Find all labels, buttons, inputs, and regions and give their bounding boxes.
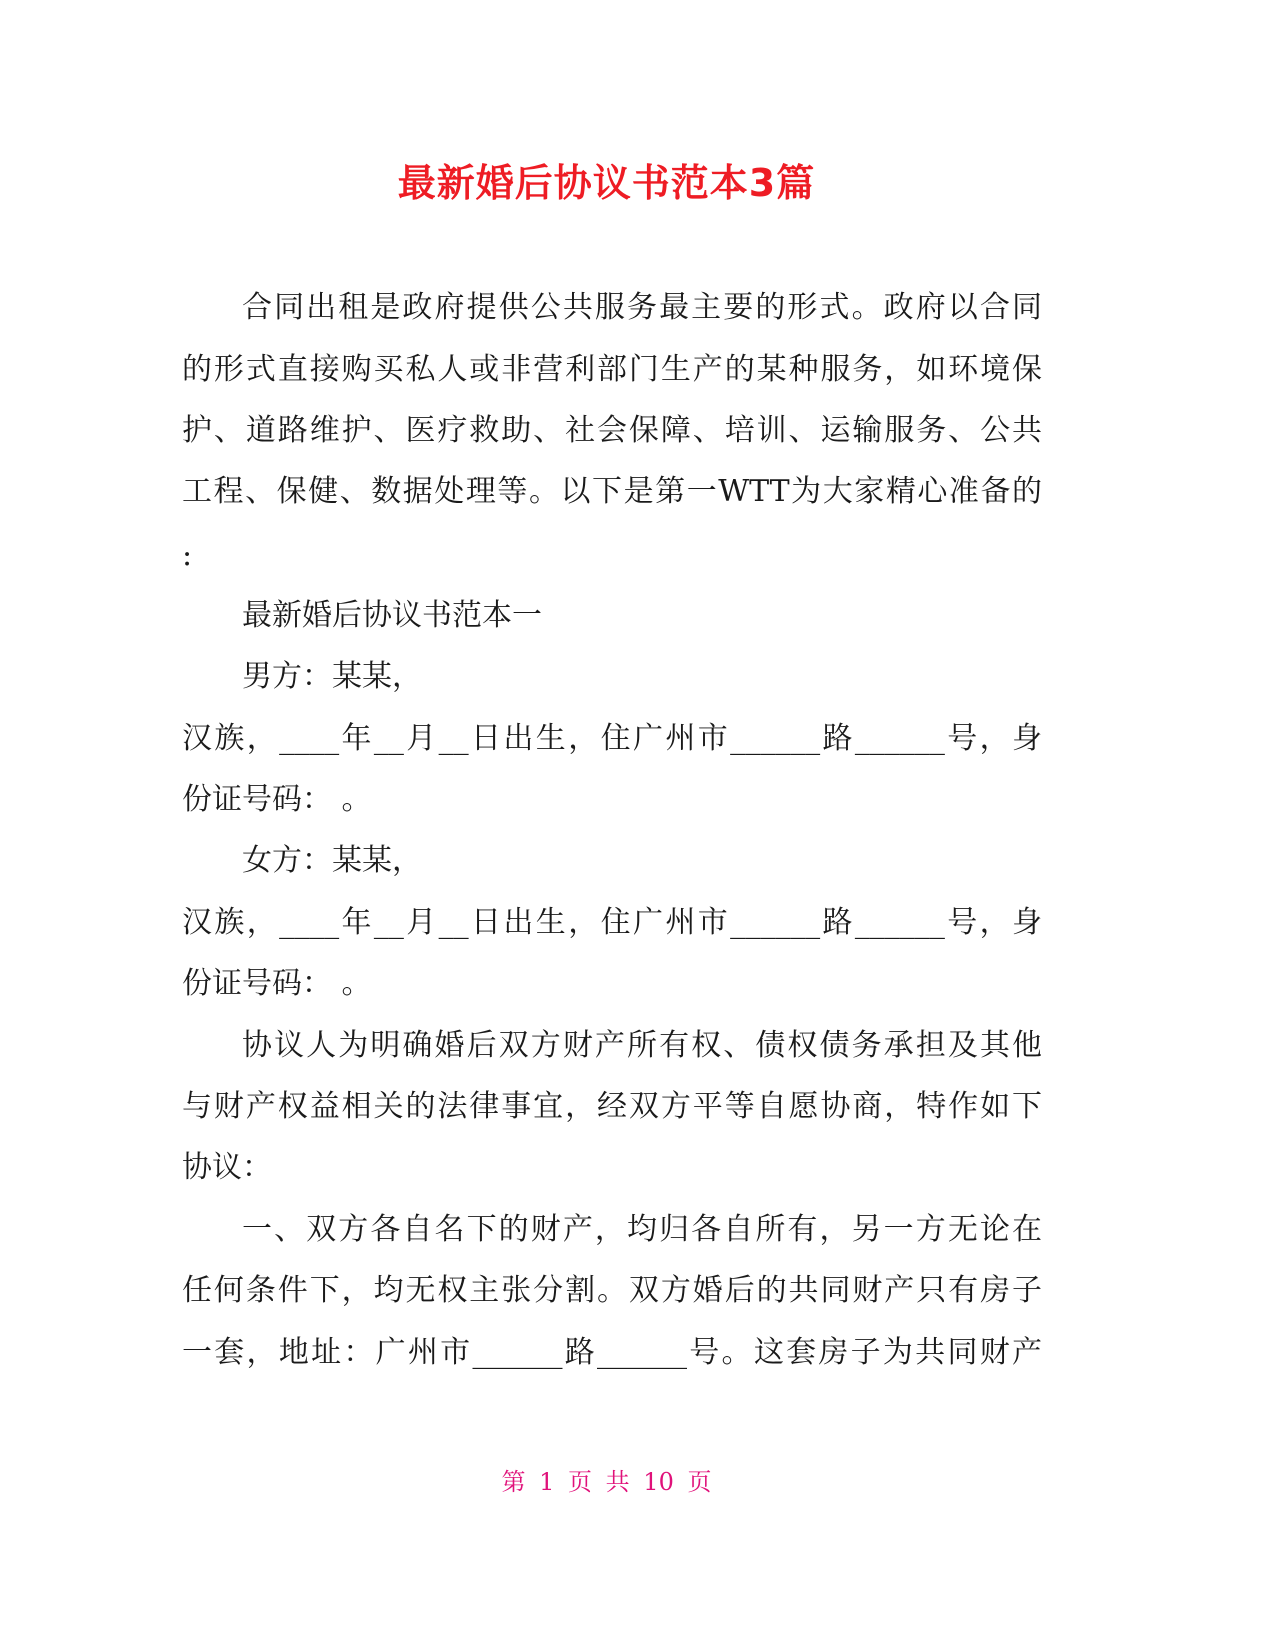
- intro-line-4: 工程、保健、数据处理等。以下是第一WTT为大家精心准备的: [182, 474, 1042, 509]
- clause-one-line-2: 任何条件下，均无权主张分割。双方婚后的共同财产只有房子: [182, 1273, 1042, 1308]
- document-title: 最新婚后协议书范本3篇: [397, 161, 816, 205]
- agreement-intro-line-1: 协议人为明确婚后双方财产所有权、债权债务承担及其他: [242, 1028, 1042, 1063]
- intro-line-2: 的形式直接购买私人或非营利部门生产的某种服务，如环境保: [182, 352, 1042, 387]
- female-party-details-line-1: 汉族，____年__月__日出生，住广州市______路______号，身: [182, 905, 1042, 940]
- agreement-intro-line-2: 与财产权益相关的法律事宜，经双方平等自愿协商，特作如下: [182, 1089, 1042, 1124]
- intro-line-3: 护、道路维护、医疗救助、社会保障、培训、运输服务、公共: [182, 413, 1042, 448]
- female-party-label: 女方：某某，: [242, 843, 422, 878]
- male-party-label: 男方：某某，: [242, 659, 422, 694]
- page-number: 第 1 页 共 10 页: [501, 1468, 712, 1496]
- clause-one-line-1: 一、双方各自名下的财产，均归各自所有，另一方无论在: [242, 1212, 1042, 1247]
- male-party-details-line-2: 份证号码： 。: [182, 782, 372, 817]
- agreement-intro-line-3: 协议：: [182, 1150, 272, 1185]
- female-party-details-line-2: 份证号码： 。: [182, 966, 372, 1001]
- section-heading: 最新婚后协议书范本一: [242, 598, 542, 633]
- male-party-details-line-1: 汉族，____年__月__日出生，住广州市______路______号，身: [182, 721, 1042, 756]
- intro-line-1: 合同出租是政府提供公共服务最主要的形式。政府以合同: [242, 290, 1042, 325]
- clause-one-line-3: 一套，地址：广州市______路______号。这套房子为共同财产: [182, 1335, 1042, 1370]
- intro-line-5: :: [182, 538, 193, 573]
